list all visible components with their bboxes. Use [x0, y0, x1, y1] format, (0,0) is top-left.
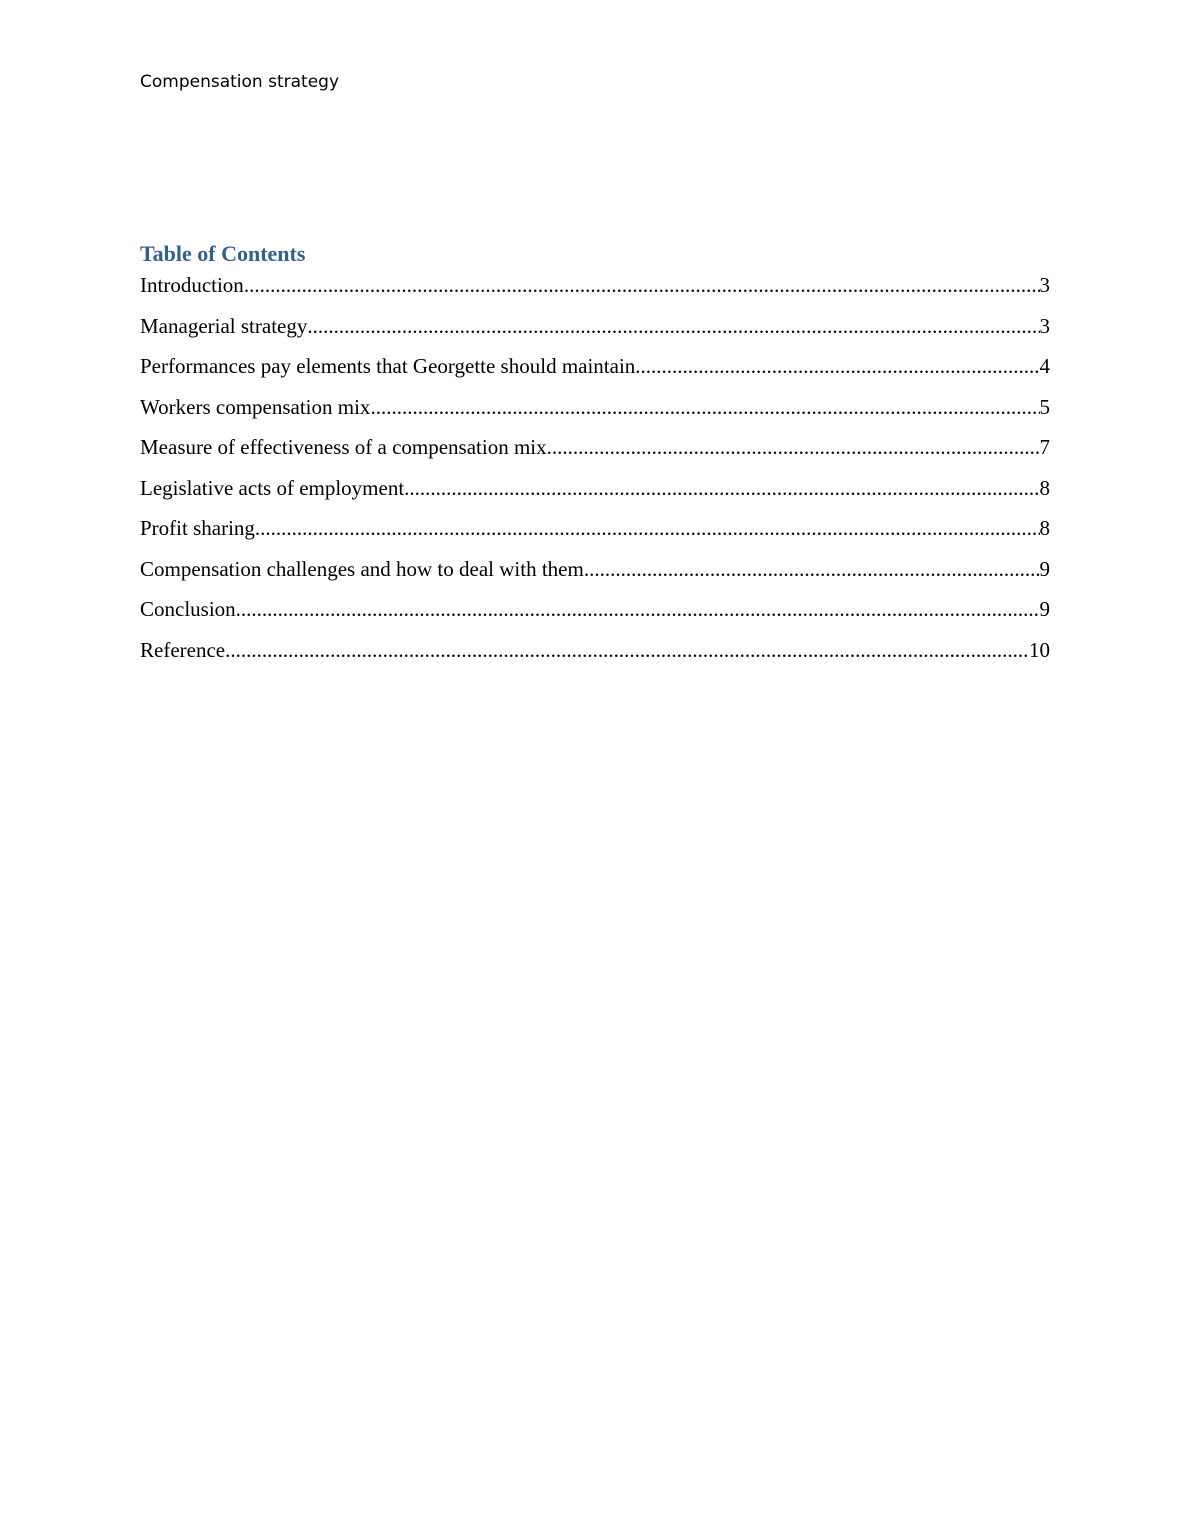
toc-entry-compensation-challenges[interactable] — [140, 555, 1050, 596]
toc-dot-leader — [236, 595, 1040, 623]
toc-dot-leader — [225, 636, 1029, 664]
toc-entry-conclusion[interactable] — [140, 595, 1050, 636]
toc-dot-leader — [404, 474, 1039, 502]
toc-entry-page: 3 — [1039, 313, 1050, 338]
toc-entry-title: Profit sharing — [140, 516, 255, 540]
toc-title: Table of Contents — [140, 241, 306, 266]
toc-entry-title: Performances pay elements that Georgette should maintain — [140, 354, 636, 378]
toc-entry-page: 3 — [1039, 273, 1050, 297]
toc-entry-page: 8 — [1039, 516, 1050, 540]
toc-entry-page: 5 — [1039, 394, 1050, 419]
toc-entry-page: 9 — [1039, 556, 1050, 581]
toc-entry-page: 9 — [1039, 597, 1050, 621]
toc-entry-introduction[interactable] — [140, 271, 1050, 312]
toc-dot-leader — [255, 514, 1040, 542]
toc-dot-leader — [635, 352, 1039, 380]
table-of-contents — [140, 240, 1050, 676]
toc-entry-measure-of-effectiveness[interactable] — [140, 433, 1050, 474]
toc-entry-page: 10 — [1029, 637, 1050, 662]
toc-dot-leader — [584, 555, 1040, 583]
toc-dot-leader — [370, 393, 1039, 421]
toc-list — [140, 271, 1050, 676]
toc-entry-reference[interactable] — [140, 636, 1050, 677]
toc-entry-title: Reference — [140, 637, 226, 662]
toc-entry-title: Compensation challenges and how to deal with them — [140, 556, 584, 581]
toc-entry-page: 4 — [1039, 354, 1050, 378]
toc-entry-title: Conclusion — [140, 597, 236, 621]
toc-entry-title: Workers compensation mix — [140, 394, 371, 419]
toc-entry-profit-sharing[interactable] — [140, 514, 1050, 555]
toc-entry-title: Introduction — [140, 273, 244, 297]
toc-entry-legislative-acts[interactable] — [140, 474, 1050, 515]
toc-entry-managerial-strategy[interactable] — [140, 312, 1050, 353]
toc-dot-leader — [307, 312, 1039, 340]
toc-entry-performance-pay-elements[interactable] — [140, 352, 1050, 393]
toc-entry-title: Legislative acts of employment — [140, 475, 405, 500]
toc-entry-title: Managerial strategy — [140, 313, 308, 338]
toc-entry-page: 8 — [1039, 475, 1050, 500]
toc-entry-title: Measure of effectiveness of a compensation mix — [140, 435, 547, 459]
toc-dot-leader — [547, 433, 1040, 461]
toc-dot-leader — [244, 271, 1040, 299]
page-header: Compensation strategy — [140, 72, 340, 92]
toc-entry-page: 7 — [1039, 435, 1050, 459]
toc-entry-workers-compensation-mix[interactable] — [140, 393, 1050, 434]
